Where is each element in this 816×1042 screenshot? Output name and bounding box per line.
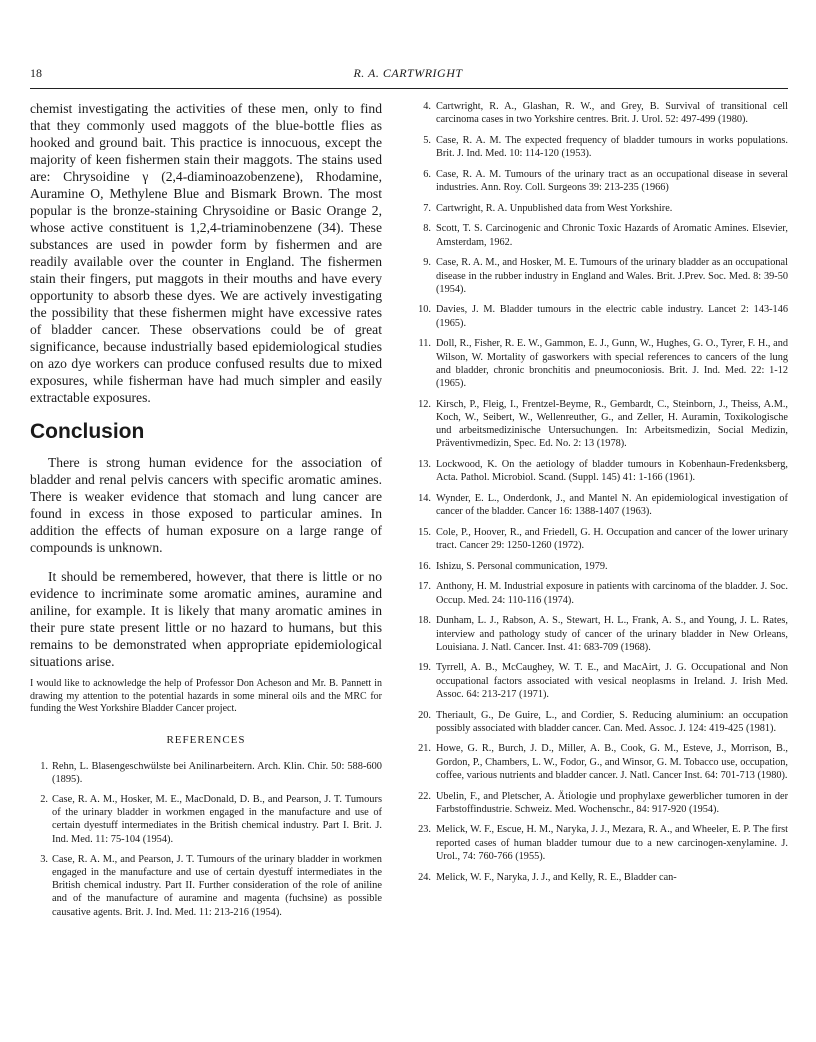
reference-number: 24. bbox=[418, 871, 431, 883]
reference-item bbox=[416, 168, 788, 194]
conclusion-heading: Conclusion bbox=[30, 420, 145, 443]
reference-list-left bbox=[30, 760, 382, 919]
references-heading: REFERENCES bbox=[166, 733, 246, 746]
reference-number: 18. bbox=[418, 615, 431, 627]
right-column bbox=[416, 100, 788, 891]
reference-text: Cole, P., Hoover, R., and Friedell, G. H. Occupation and cancer of the lower urinary tract. Cancer 29: 1250-1260 (1972). bbox=[436, 526, 788, 551]
reference-item bbox=[416, 202, 788, 215]
reference-number: 2. bbox=[40, 793, 48, 805]
reference-item bbox=[416, 492, 788, 518]
reference-item bbox=[416, 337, 788, 390]
reference-number: 17. bbox=[418, 581, 431, 593]
reference-number: 16. bbox=[418, 560, 431, 572]
reference-item bbox=[416, 134, 788, 160]
reference-text: Dunham, L. J., Rabson, A. S., Stewart, H. L., Frank, A. S., and Young, J. L. Rates, interview and pathology study of cancer of the urinary bladder in New Orleans, Louisiana. J. Natl. Cancer. Inst. 41: 683-709 (1968). bbox=[436, 615, 788, 653]
reference-text: Davies, J. M. Bladder tumours in the electric cable industry. Lancet 2: 143-146 (1965). bbox=[436, 304, 788, 329]
reference-number: 21. bbox=[418, 743, 431, 755]
acknowledgement: I would like to acknowledge the help of Professor Don Acheson and Mr. B. Pannett in drawing my attention to the potential hazards in some mineral oils and the MRC for funding the West Yorkshire Bladder Cancer project. bbox=[30, 678, 382, 714]
reference-item bbox=[416, 398, 788, 451]
reference-number: 10. bbox=[418, 304, 431, 316]
reference-item bbox=[416, 790, 788, 816]
reference-text: Case, R. A. M. Tumours of the urinary tract as an occupational disease in several industries. Ann. Roy. Coll. Surgeons 39: 213-235 (1966) bbox=[436, 168, 788, 194]
reference-text: Howe, G. R., Burch, J. D., Miller, A. B., Cook, G. M., Esteve, J., Morrison, B., Gordon, P., Chambers, L. W., Fodor, G., and Winsor, G. M. Tobacco use, occupation, coffee, various nutrients and bladder cancer. J. Natl. Cancer Inst. 64: 701-713 (1980). bbox=[436, 743, 788, 781]
body-paragraph: chemist investigating the activities of these men, only to find that they commonly used maggots of the blue-bottle flies as hooked and ground bait. This practice is innocuous, except the majority of keen fishermen stain their maggots. The stains used are: Chrysoidine γ (2,4-diaminoazobenzene), Rhodamine, Auramine O, Methylene Blue and Bismark Brown. The most popular is the bronze-staining Chrysoidine or Basic Orange 2, whose active constituent is 1,2,4-triaminobenzene (34). These substances are used in powder form by fishermen and are readily available over the counter in England. The fishermen stain their fingers, put maggots in their mouths and have every opportunity to absorb these dyes. We are actively investigating the possibility that these fishermen might have excessive rates of bladder cancer. These observations could be of great significance, because industrially based epidemiological studies on azo dye workers can produce confused results due to mixed exposures, while fisherman have had much simpler and easily extractable exposures. bbox=[30, 101, 382, 405]
reference-list-right bbox=[416, 100, 788, 884]
reference-text: Tyrrell, A. B., McCaughey, W. T. E., and MacAirt, J. G. Occupational and Non occupational factors associated with vesical neoplasms in Ireland. J. Irish Med. Assoc. 64: 213-217 (1971). bbox=[436, 662, 788, 700]
running-head: R. A. CARTWRIGHT bbox=[353, 66, 463, 80]
reference-item bbox=[416, 458, 788, 484]
reference-item bbox=[416, 661, 788, 701]
reference-item bbox=[416, 222, 788, 248]
reference-text: Case, R. A. M., and Pearson, J. T. Tumours of the urinary bladder in workmen engaged in the manufacture and use of certain dyestuff intermediates in the British chemical industry. Part II. Further consideration of the role of aniline and of the manufacture of auramine and magenta (fuchsine) as possible causative agents. Brit. J. Ind. Med. 11: 213-216 (1954). bbox=[52, 853, 382, 918]
reference-text: Scott, T. S. Carcinogenic and Chronic Toxic Hazards of Aromatic Amines. Elsevier, Amsterdam, 1962. bbox=[436, 223, 788, 248]
reference-item bbox=[416, 823, 788, 863]
reference-text: Lockwood, K. On the aetiology of bladder tumours in Kobenhaun-Fredenksberg, Acta. Pathol. Microbiol. Scand. (Suppl. 145) 41: 1-166 (1961). bbox=[436, 458, 788, 484]
reference-number: 6. bbox=[423, 168, 431, 180]
reference-item bbox=[416, 256, 788, 296]
reference-item bbox=[416, 560, 788, 573]
reference-item bbox=[30, 760, 382, 786]
reference-number: 5. bbox=[423, 134, 431, 146]
reference-number: 19. bbox=[418, 662, 431, 674]
reference-item bbox=[416, 303, 788, 329]
conclusion-paragraph-2: It should be remembered, however, that there is little or no evidence to incriminate some aromatic amines, auramine and aniline, for example. It is likely that many aromatic amines in their pure state present little or no hazard to humans, but this remains to be demonstrated when appropriate epidemiological situations arise. bbox=[30, 569, 382, 669]
reference-item bbox=[416, 526, 788, 552]
reference-item bbox=[30, 853, 382, 919]
reference-text: Melick, W. F., Escue, H. M., Naryka, J. J., Mezara, R. A., and Wheeler, E. P. The first reported cases of human bladder tumour due to a new carcinogen-xenylamine. J. Urol., 74: 760-766 (1955). bbox=[436, 824, 788, 862]
reference-number: 12. bbox=[418, 398, 431, 410]
reference-item bbox=[416, 580, 788, 606]
reference-number: 1. bbox=[40, 760, 48, 772]
reference-text: Ishizu, S. Personal communication, 1979. bbox=[436, 560, 608, 572]
reference-number: 15. bbox=[418, 526, 431, 538]
reference-text: Kirsch, P., Fleig, I., Frentzel-Beyme, R., Gembardt, C., Steinborn, J., Theiss, A.M., Koch, W., Seibert, W., Wellenreuther, G., and Zeller, H. Auramin, Toxikologische und arbeitsmedizinische Untersuchungen. In: Arbeitsmedizin, Social Medizin, Präventivmedizin, Spec. Ed. No. 2: 13 (1978). bbox=[436, 398, 788, 450]
reference-number: 3. bbox=[40, 853, 48, 865]
reference-item bbox=[30, 793, 382, 846]
reference-text: Case, R. A. M., and Hosker, M. E. Tumours of the urinary bladder as an occupational disease in the rubber industry in England and Wales. Brit. J.Prev. Soc. Med. 8: 39-50 (1954). bbox=[436, 257, 788, 295]
reference-number: 8. bbox=[423, 223, 431, 235]
reference-number: 7. bbox=[423, 202, 431, 214]
reference-text: Cartwright, R. A. Unpublished data from West Yorkshire. bbox=[436, 202, 673, 214]
reference-text: Melick, W. F., Naryka, J. J., and Kelly, R. E., Bladder can- bbox=[436, 871, 677, 883]
conclusion-paragraph-1: There is strong human evidence for the association of bladder and renal pelvis cancers with specific aromatic amines. There is weaker evidence that stomach and lung cancer are found in excess in those exposed to particular amines. In addition the effects of human exposure on a large range of compounds is unknown. bbox=[30, 455, 382, 555]
reference-number: 4. bbox=[423, 101, 431, 112]
left-column bbox=[30, 100, 382, 926]
reference-item bbox=[416, 614, 788, 654]
reference-number: 11. bbox=[418, 338, 431, 350]
reference-text: Cartwright, R. A., Glashan, R. W., and Grey, B. Survival of transitional cell carcinoma cases in two Yorkshire centres. Brit. J. Urol. 52: 497-499 (1980). bbox=[436, 101, 788, 126]
reference-text: Anthony, H. M. Industrial exposure in patients with carcinoma of the bladder. J. Soc. Occup. Med. 24: 110-116 (1974). bbox=[436, 581, 788, 606]
reference-number: 13. bbox=[418, 458, 431, 470]
reference-item bbox=[416, 871, 788, 884]
reference-number: 9. bbox=[423, 257, 431, 269]
reference-text: Theriault, G., De Guire, L., and Cordier, S. Reducing aluminium: an occupation possibly associated with bladder cancer. Can. Med. Assoc. J. 124: 419-425 (1981). bbox=[436, 709, 788, 734]
reference-item bbox=[416, 709, 788, 735]
reference-number: 22. bbox=[418, 790, 431, 802]
reference-number: 23. bbox=[418, 824, 431, 836]
reference-number: 14. bbox=[418, 492, 431, 504]
reference-text: Case, R. A. M. The expected frequency of bladder tumours in works populations. Brit. J. Ind. Med. 10: 114-120 (1953). bbox=[436, 134, 788, 160]
reference-text: Ubelin, F., and Pletscher, A. Ätiologie und prophylaxe gewerblicher tumoren in der Farbstoffindustrie. Schweiz. Med. Wochenschr., 84: 917-920 (1954). bbox=[436, 790, 788, 815]
page-number: 18 bbox=[30, 66, 42, 80]
reference-number: 20. bbox=[418, 709, 431, 721]
reference-text: Doll, R., Fisher, R. E. W., Gammon, E. J., Gunn, W., Hughes, G. O., Tyrer, F. H., and Wilson, W. Mortality of gasworkers with special references to cancers of the lung and bladder, chronic bronchitis and pneumoconiosis. Brit. J. Ind. Med. 22: 1-12 (1965). bbox=[436, 338, 788, 389]
reference-item bbox=[416, 100, 788, 126]
reference-text: Wynder, E. L., Onderdonk, J., and Mantel N. An epidemiological investigation of cancer of the bladder. Cancer 16: 1388-1407 (1963). bbox=[436, 492, 788, 518]
reference-text: Rehn, L. Blasengeschwülste bei Anilinarbeitern. Arch. Klin. Chir. 50: 588-600 (1895). bbox=[52, 760, 382, 785]
reference-text: Case, R. A. M., Hosker, M. E., MacDonald, D. B., and Pearson, J. T. Tumours of the urinary bladder in workmen engaged in the manufacture and use of certain dyestuff intermediates in the British chemical industry. Part I. Brit. J. Ind. Med. 11: 75-104 (1954). bbox=[52, 793, 382, 845]
header-rule bbox=[30, 88, 788, 89]
reference-item bbox=[416, 742, 788, 782]
